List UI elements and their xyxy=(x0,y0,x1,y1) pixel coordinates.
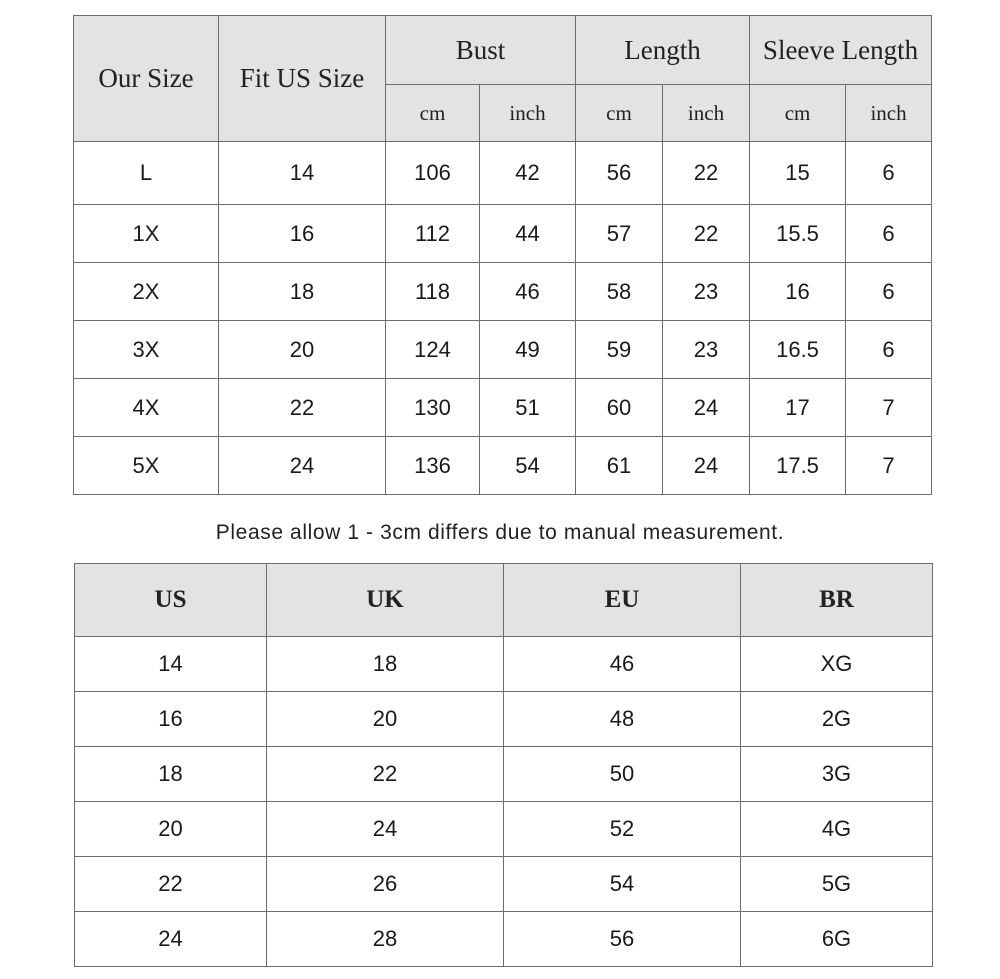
header-length: Length xyxy=(576,16,750,85)
cell-sleeve-cm: 17.5 xyxy=(750,437,846,495)
cell-bust-inch: 42 xyxy=(480,142,576,205)
size-chart-table xyxy=(73,15,932,495)
cell-bust-inch: 51 xyxy=(480,379,576,437)
cell-sleeve-cm: 15.5 xyxy=(750,205,846,263)
cell-our-size: 5X xyxy=(74,437,219,495)
cell-eu: 50 xyxy=(504,747,741,802)
cell-br: 5G xyxy=(741,857,933,912)
cell-eu: 54 xyxy=(504,857,741,912)
cell-us: 14 xyxy=(75,637,267,692)
header-eu: EU xyxy=(504,564,741,637)
header-bust: Bust xyxy=(386,16,576,85)
cell-fit-us-size: 20 xyxy=(219,321,386,379)
table-row xyxy=(74,263,932,321)
cell-uk: 20 xyxy=(267,692,504,747)
cell-sleeve-cm: 17 xyxy=(750,379,846,437)
cell-us: 24 xyxy=(75,912,267,967)
header-bust-cm: cm xyxy=(386,85,480,142)
cell-our-size: 2X xyxy=(74,263,219,321)
header-sleeve-cm: cm xyxy=(750,85,846,142)
header-fit-us-size: Fit US Size xyxy=(219,16,386,142)
cell-uk: 26 xyxy=(267,857,504,912)
cell-bust-cm: 112 xyxy=(386,205,480,263)
cell-uk: 24 xyxy=(267,802,504,857)
cell-length-cm: 60 xyxy=(576,379,663,437)
cell-sleeve-inch: 6 xyxy=(846,142,932,205)
table-row xyxy=(74,437,932,495)
cell-length-inch: 22 xyxy=(663,205,750,263)
table-row xyxy=(75,747,933,802)
cell-our-size: 1X xyxy=(74,205,219,263)
table-row xyxy=(75,912,933,967)
cell-length-inch: 24 xyxy=(663,379,750,437)
conversion-body xyxy=(75,637,933,967)
cell-length-inch: 22 xyxy=(663,142,750,205)
cell-eu: 52 xyxy=(504,802,741,857)
cell-us: 16 xyxy=(75,692,267,747)
header-us: US xyxy=(75,564,267,637)
cell-eu: 46 xyxy=(504,637,741,692)
cell-fit-us-size: 22 xyxy=(219,379,386,437)
cell-us: 20 xyxy=(75,802,267,857)
cell-bust-cm: 136 xyxy=(386,437,480,495)
cell-us: 22 xyxy=(75,857,267,912)
cell-bust-inch: 54 xyxy=(480,437,576,495)
cell-length-cm: 58 xyxy=(576,263,663,321)
table-row xyxy=(75,637,933,692)
size-conversion-table xyxy=(74,563,933,967)
cell-length-inch: 24 xyxy=(663,437,750,495)
table-row xyxy=(75,802,933,857)
size-chart-header xyxy=(74,16,932,142)
cell-fit-us-size: 24 xyxy=(219,437,386,495)
table-row xyxy=(75,692,933,747)
cell-length-inch: 23 xyxy=(663,263,750,321)
cell-br: XG xyxy=(741,637,933,692)
header-bust-inch: inch xyxy=(480,85,576,142)
header-sleeve-length: Sleeve Length xyxy=(750,16,932,85)
cell-br: 2G xyxy=(741,692,933,747)
cell-sleeve-inch: 6 xyxy=(846,321,932,379)
measurement-note: Please allow 1 - 3cm differs due to manual measurement. xyxy=(215,521,785,544)
cell-br: 6G xyxy=(741,912,933,967)
header-sleeve-inch: inch xyxy=(846,85,932,142)
cell-length-cm: 61 xyxy=(576,437,663,495)
size-chart-body xyxy=(74,142,932,495)
cell-sleeve-inch: 6 xyxy=(846,205,932,263)
cell-eu: 56 xyxy=(504,912,741,967)
header-length-inch: inch xyxy=(663,85,750,142)
cell-us: 18 xyxy=(75,747,267,802)
cell-uk: 18 xyxy=(267,637,504,692)
cell-br: 3G xyxy=(741,747,933,802)
table-row xyxy=(74,321,932,379)
cell-bust-cm: 106 xyxy=(386,142,480,205)
cell-length-cm: 59 xyxy=(576,321,663,379)
cell-uk: 28 xyxy=(267,912,504,967)
cell-bust-cm: 130 xyxy=(386,379,480,437)
cell-our-size: 3X xyxy=(74,321,219,379)
conversion-header xyxy=(75,564,933,637)
header-br: BR xyxy=(741,564,933,637)
cell-fit-us-size: 18 xyxy=(219,263,386,321)
cell-bust-inch: 44 xyxy=(480,205,576,263)
table-row xyxy=(74,142,932,205)
header-our-size: Our Size xyxy=(74,16,219,142)
cell-our-size: 4X xyxy=(74,379,219,437)
cell-sleeve-cm: 16 xyxy=(750,263,846,321)
table-row xyxy=(74,205,932,263)
cell-length-cm: 56 xyxy=(576,142,663,205)
cell-sleeve-inch: 7 xyxy=(846,379,932,437)
cell-sleeve-inch: 7 xyxy=(846,437,932,495)
table-row xyxy=(75,857,933,912)
cell-fit-us-size: 16 xyxy=(219,205,386,263)
header-uk: UK xyxy=(267,564,504,637)
cell-bust-cm: 118 xyxy=(386,263,480,321)
cell-sleeve-cm: 15 xyxy=(750,142,846,205)
cell-br: 4G xyxy=(741,802,933,857)
cell-sleeve-cm: 16.5 xyxy=(750,321,846,379)
cell-our-size: L xyxy=(74,142,219,205)
cell-eu: 48 xyxy=(504,692,741,747)
cell-bust-inch: 49 xyxy=(480,321,576,379)
header-length-cm: cm xyxy=(576,85,663,142)
cell-uk: 22 xyxy=(267,747,504,802)
cell-sleeve-inch: 6 xyxy=(846,263,932,321)
cell-bust-cm: 124 xyxy=(386,321,480,379)
cell-bust-inch: 46 xyxy=(480,263,576,321)
cell-length-cm: 57 xyxy=(576,205,663,263)
table-row xyxy=(74,379,932,437)
cell-fit-us-size: 14 xyxy=(219,142,386,205)
cell-length-inch: 23 xyxy=(663,321,750,379)
